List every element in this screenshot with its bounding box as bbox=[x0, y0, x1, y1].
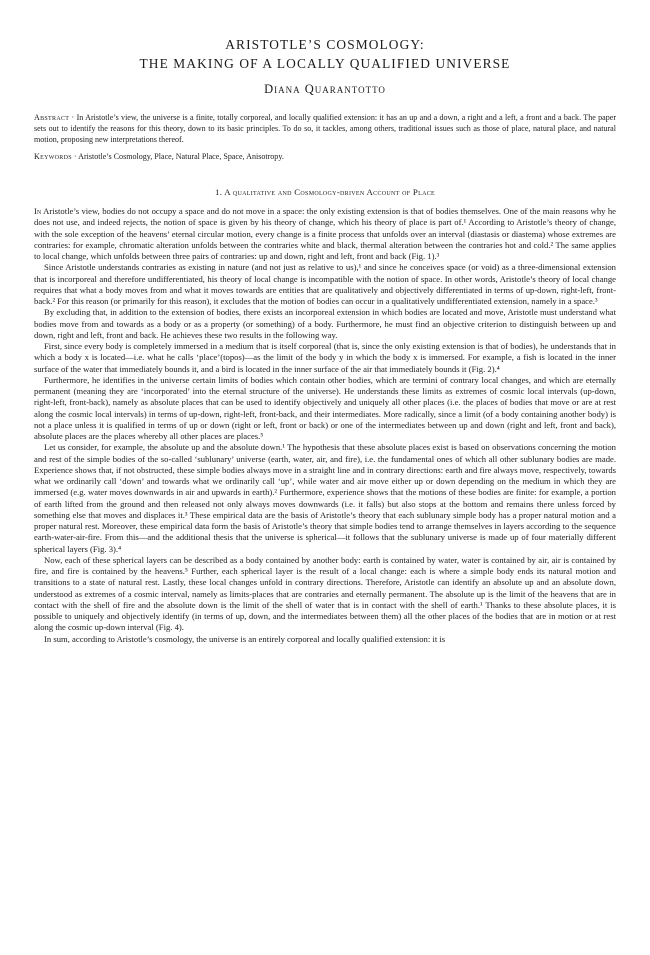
paragraph-1-text: Aristotle’s view, bodies do not occupy a space and do not move in a space: the only existing extension is that of bodies themselves. One of the main reasons why he does not use, and indeed rejects, the notion of space is given by his theory of change, which his theory of place is part of.¹ According to Aristotle’s theory of change, with the sole exception of the heavens’ eternal circular motion, every change is a finite process that unfolds over an interval (diastasis or diastema) whose extremes are contraries: for example, chromatic alteration unfolds between the contraries white and black, thermal alteration between the contraries hot and cold.² The same applies to local change, which unfolds between three pairs of contraries: up and down, right and left, front and back (Fig. 1).³ bbox=[34, 206, 616, 261]
paragraph-1 bbox=[34, 206, 616, 262]
paragraph-2: Since Aristotle understands contraries as existing in nature (and not just as relative to us),¹ and since he conceives space (or void) as a three-dimensional extension that is incorporeal and therefore undifferentiated, his theory of local change is incompatible with the notion of space. In other words, Aristotle’s theory of local change requires that what a body moves from and what it moves towards are entities that are qualitatively and objectively differentiated in terms of up-down, right-left, front-back.² For this reason (or primarily for this reason), it excludes that the motion of bodies can occur in a qualitatively undifferentiated extension, namely in a space.³ bbox=[34, 262, 616, 306]
paragraph-7: Now, each of these spherical layers can be described as a body contained by another body: earth is contained by water, water is contained by air, air is contained by fire, and fire is contained by the heavens.⁵ Further, each spherical layer is the result of a local change: each is where a simple body ends its natural motion and transitions to a state of natural rest. Lastly, these local changes unfold in contrary directions. Therefore, Aristotle can identify an absolute up and an absolute down, understood as extremes of a cosmic interval, namely as limits-places that are contraries and eternally permanent. The absolute up is the limit of the heavens that are in contact with the shell of fire and the absolute down is the limit of the shell of water that is in contact with the shell of earth.¹ Thanks to these absolute places, it is possible to uniquely and objectively identify (in terms of up, down, and the intermediates between them) all the other places of the bodies that are in motion or at rest along the cosmic up-down interval (Fig. 4). bbox=[34, 554, 616, 633]
keywords bbox=[34, 151, 616, 162]
paragraph-6: Let us consider, for example, the absolute up and the absolute down.¹ The hypothesis that these absolute places exist is based on observations concerning the motion and rest of the simple bodies of the so-called ‘sublunary’ universe (earth, water, air, and fire), i.e. the fundamental ones of which all other sublunary bodies are made. Experience shows that, if not obstructed, these simple bodies always move in a straight line and in contrary directions: earth and fire always move, respectively, towards what we ordinarily call ‘down’ and towards what we ordinarily call ‘up’, while water and air move either up or down depending on the medium in which they are immersed (e.g. water moves downwards in air and upwards in earth).² Furthermore, experience shows that the motions of these bodies are finite: for example, a portion of earth lifted from the ground and then released not only always moves downwards (i.e. it falls) but also stops at the bottom and remains there unless forced by something else that moves and displaces it.³ These empirical data are the basis of Aristotle’s theory that each sublunary simple body has a proper natural motion and a proper natural rest. Moreover, these empirical data form the basis of Aristotle’s theory that simple bodies tend to arrange themselves in layers according to the sequence earth-water-air-fire. From this—and the additional thesis that the universe is spherical—it follows that the sublunary universe is made up of four materially different spherical layers (Fig. 3).⁴ bbox=[34, 442, 616, 554]
author-name: Diana Quarantotto bbox=[264, 82, 386, 96]
abstract-label: Abstract bbox=[34, 113, 70, 122]
keywords-label: Keywords bbox=[34, 152, 72, 161]
paragraph-4: First, since every body is completely immersed in a medium that is itself corporeal (that is, since the only existing extension is that of bodies), he understands that in which a body x is located—i.e. what he calls ‘place’(topos)—as the limit of the body y in which the body x is immersed. For example, a fish is located in the inner surface of the water that immediately bounds it, and a bird is located in the inner surface of the air that immediately bounds it (Fig. 2).⁴ bbox=[34, 341, 616, 374]
paragraph-8: In sum, according to Aristotle’s cosmology, the universe is an entirely corporeal and locally qualified extension: it is bbox=[44, 633, 446, 644]
section-heading: 1. A qualitative and Cosmology-driven Account of Place bbox=[215, 187, 435, 197]
page bbox=[0, 36, 650, 955]
abstract bbox=[34, 112, 616, 145]
keywords-text: · Aristotle’s Cosmology, Place, Natural Place, Space, Anisotropy. bbox=[71, 152, 284, 161]
paragraph-5: Furthermore, he identifies in the universe certain limits of bodies which contain other bodies, which are termini of contrary local changes, and which are eternally permanent (meaning they are ‘incorporated’ into the eternal structure of the universe). He understands these limits as extremes of cosmic local intervals (up-down, right-left, front-back), namely as absolute places that can be used to identify objectively and uniquely all other places (i.e. the places of bodies that move or are at rest along the cosmic local intervals) in terms of up-down, right-left, front-back, and their intermediates. More radically, since a limit (of a body containing another body) is not a place unless it is qualified in terms of up or down (right or left, front or back) or one of the intermediates between up and down (right and left, front and back), absolute places are the places whereby all other places are places.⁵ bbox=[34, 374, 616, 441]
paragraph-1-lead: In bbox=[34, 206, 42, 216]
title-line-2: THE MAKING OF A LOCALLY QUALIFIED UNIVERSE bbox=[139, 55, 511, 71]
abstract-text: · In Aristotle’s view, the universe is a finite, totally corporeal, and locally qualified extension: it has an up and a down, a right and a left, a front and a back. The paper sets out to identify the reasons for this theory, down to its basic principles. To do so, it tackles, among others, traditional issues such as those of place, natural place, and natural motion, proposing new interpretations thereof. bbox=[34, 113, 616, 144]
body-text bbox=[34, 206, 616, 645]
title-line-1: ARISTOTLE’S COSMOLOGY: bbox=[225, 37, 425, 52]
paper-title bbox=[34, 36, 616, 73]
paragraph-3: By excluding that, in addition to the extension of bodies, there exists an incorporeal extension in which bodies are located and move, Aristotle must understand what bodies move from and towards as a body or as a property (or something) of a body. Furthermore, he must find an objective criterion to distinguish between up and down, right and left, front and back. He achieves these two results in the following way. bbox=[34, 307, 616, 340]
